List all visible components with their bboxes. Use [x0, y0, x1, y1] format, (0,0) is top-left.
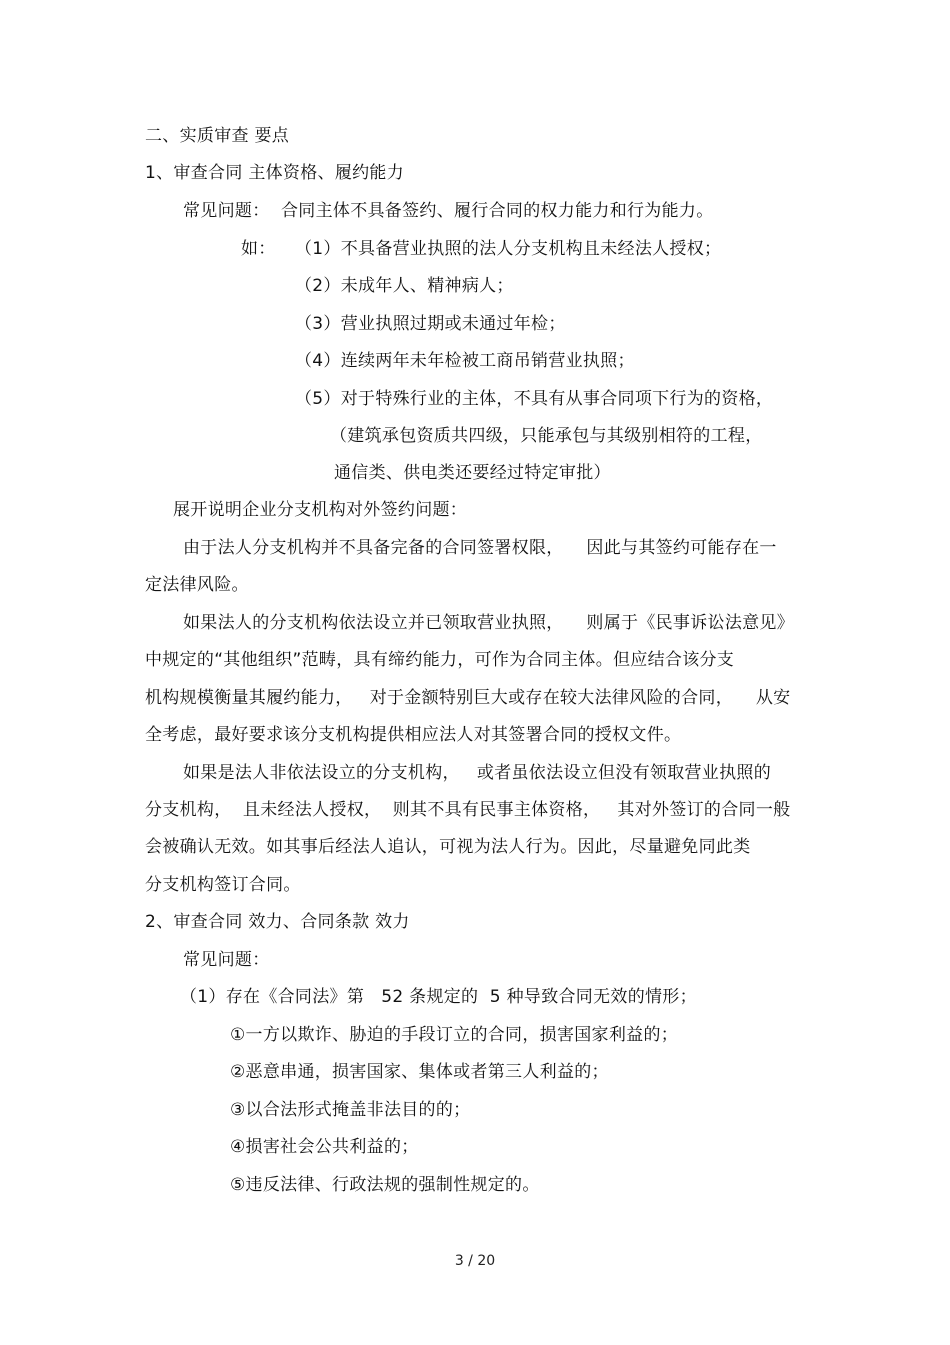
paragraph-line: 分支机构签订合同。: [145, 875, 301, 895]
paragraph-line: 机构规模衡量其履约能力， 对于金额特别巨大或存在较大法律风险的合同， 从安: [145, 688, 791, 708]
branch-heading: 展开说明企业分支机构对外签约问题：: [173, 500, 468, 520]
subpoint-item: ③以合法形式掩盖非法目的的；: [230, 1100, 471, 1120]
example-item: （3）营业执照过期或未通过年检；: [295, 314, 566, 334]
common-issue-text: 合同主体不具备签约、履行合同的权力能力和行为能力。: [281, 201, 714, 221]
subpoint-item: ①一方以欺诈、胁迫的手段订立的合同，损害国家利益的；: [230, 1025, 679, 1045]
page-number: 3 / 20: [454, 1253, 496, 1269]
subpoint-item: ②恶意串通，损害国家、集体或者第三人利益的；: [230, 1062, 609, 1082]
example-item: （5）对于特殊行业的主体，不具有从事合同项下行为的资格，: [295, 389, 774, 409]
paragraph-line: 如果法人的分支机构依法设立并已领取营业执照， 则属于《民事诉讼法意见》: [183, 613, 795, 633]
paragraph-line: 分支机构， 且未经法人授权， 则其不具有民事主体资格， 其对外签订的合同一般: [145, 800, 791, 820]
example-item: （2）未成年人、精神病人；: [295, 276, 514, 296]
common-issue-label: 常见问题：: [183, 201, 270, 221]
example-note-line: （建筑承包资质共四级，只能承包与其级别相符的工程，: [330, 426, 763, 446]
example-item: （1）不具备营业执照的法人分支机构且未经法人授权；: [295, 239, 722, 259]
paragraph-line: 定法律风险。: [145, 575, 249, 595]
example-item: （4）连续两年未年检被工商吊销营业执照；: [295, 351, 635, 371]
subpoint-item: ⑤违反法律、行政法规的强制性规定的。: [230, 1175, 540, 1195]
example-label: 如：: [241, 239, 276, 259]
subpoint-item: ④损害社会公共利益的；: [230, 1137, 419, 1157]
item1-heading: 1、审查合同 主体资格、履约能力: [145, 163, 405, 183]
paragraph-line: 会被确认无效。如其事后经法人追认，可视为法人行为。因此，尽量避免同此类: [145, 837, 751, 857]
item2-heading: 2、审查合同 效力、合同条款 效力: [145, 912, 410, 932]
paragraph-line: 中规定的“其他组织”范畴，具有缔约能力，可作为合同主体。但应结合该分支: [145, 650, 735, 670]
paragraph-line: 由于法人分支机构并不具备完备的合同签署权限， 因此与其签约可能存在一: [183, 538, 777, 558]
section-heading: 二、实质审查 要点: [145, 126, 290, 146]
point-item: （1）存在《合同法》第 52 条规定的 5 种导致合同无效的情形；: [180, 987, 697, 1007]
paragraph-line: 如果是法人非依法设立的分支机构， 或者虽依法设立但没有领取营业执照的: [183, 763, 772, 783]
example-note-line: 通信类、供电类还要经过特定审批）: [334, 463, 611, 483]
paragraph-line: 全考虑，最好要求该分支机构提供相应法人对其签署合同的授权文件。: [145, 725, 682, 745]
common-issue-label: 常见问题：: [183, 950, 270, 970]
